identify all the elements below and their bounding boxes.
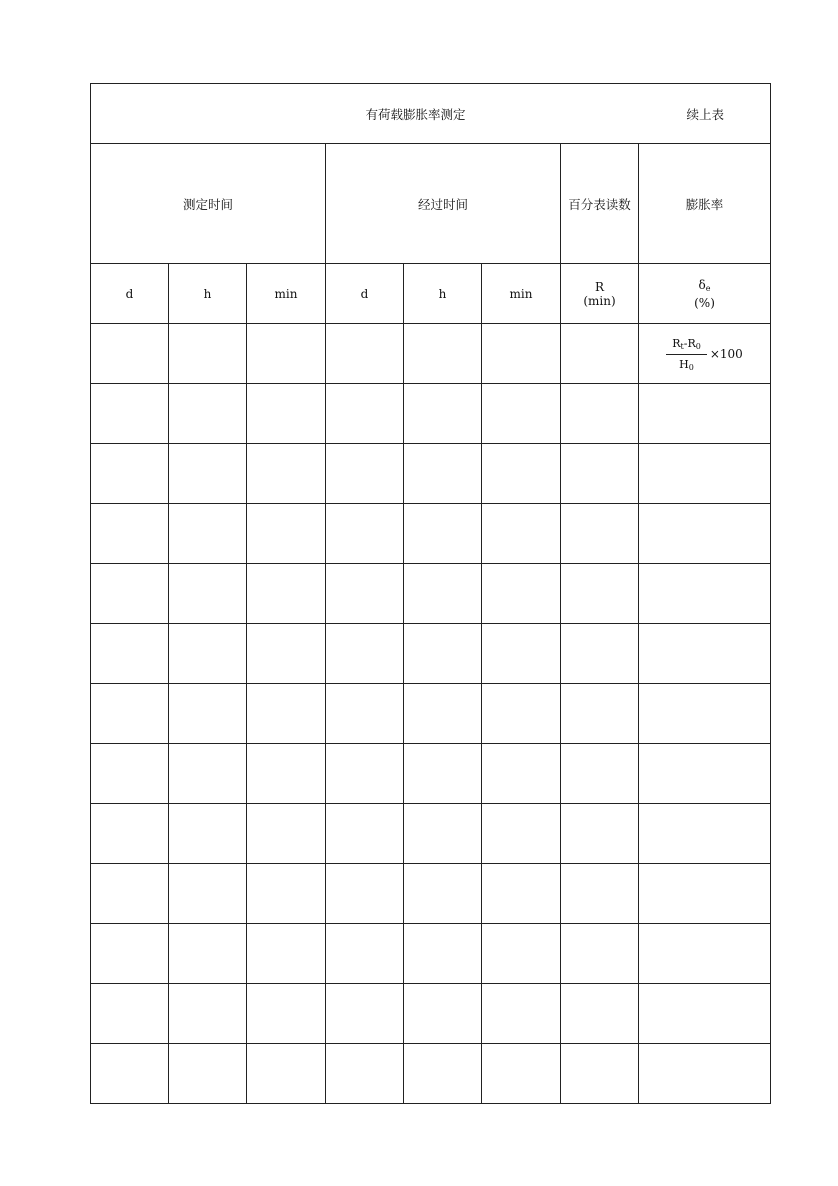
table-cell[interactable] (404, 504, 482, 564)
table-cell[interactable] (482, 924, 561, 984)
table-cell[interactable] (91, 384, 169, 444)
swell-symbol: δ (698, 277, 706, 292)
table-cell[interactable] (247, 984, 326, 1044)
swell-subscript: e (705, 283, 711, 293)
unit-swell (639, 264, 771, 324)
table-cell[interactable] (404, 384, 482, 444)
table-cell[interactable] (482, 864, 561, 924)
swell-rate-table (90, 83, 771, 1104)
table-cell[interactable] (639, 1044, 771, 1104)
table-cell[interactable] (561, 564, 639, 624)
table-cell[interactable] (91, 684, 169, 744)
measure-time-header: 测定时间 (91, 144, 326, 264)
swell-rate-form (90, 83, 770, 1104)
unit-hour-elapsed: h (404, 264, 482, 324)
table-cell[interactable] (482, 324, 561, 384)
table-cell[interactable] (639, 624, 771, 684)
table-cell[interactable] (91, 744, 169, 804)
table-cell[interactable] (169, 684, 247, 744)
table-cell[interactable] (91, 804, 169, 864)
continued-label: 续上表 (686, 106, 724, 122)
table-cell[interactable] (482, 744, 561, 804)
swell-formula-cell (639, 324, 771, 384)
table-row (91, 864, 771, 924)
table-cell[interactable] (169, 444, 247, 504)
formula-row (91, 324, 771, 384)
table-cell[interactable] (247, 864, 326, 924)
table-cell[interactable] (247, 324, 326, 384)
table-cell[interactable] (482, 564, 561, 624)
table-cell[interactable] (561, 684, 639, 744)
table-cell[interactable] (482, 1044, 561, 1104)
table-cell[interactable] (639, 864, 771, 924)
table-cell[interactable] (639, 384, 771, 444)
table-cell[interactable] (404, 684, 482, 744)
swell-unit: (%) (694, 295, 715, 310)
table-cell[interactable] (326, 984, 404, 1044)
table-title-cell (91, 84, 771, 144)
table-cell[interactable] (247, 504, 326, 564)
table-cell[interactable] (247, 444, 326, 504)
table-cell[interactable] (326, 804, 404, 864)
table-row (91, 444, 771, 504)
table-cell[interactable] (404, 744, 482, 804)
table-cell[interactable] (91, 624, 169, 684)
table-cell[interactable] (561, 924, 639, 984)
table-row (91, 624, 771, 684)
table-cell[interactable] (91, 924, 169, 984)
table-cell[interactable] (404, 1044, 482, 1104)
table-cell[interactable] (404, 624, 482, 684)
data-rows (91, 384, 771, 1104)
table-cell[interactable] (639, 744, 771, 804)
formula-denominator: $H_0$ (679, 358, 694, 372)
table-cell[interactable] (247, 624, 326, 684)
table-cell[interactable] (91, 444, 169, 504)
table-cell[interactable] (169, 864, 247, 924)
table-cell[interactable] (639, 684, 771, 744)
table-cell[interactable] (639, 564, 771, 624)
table-cell[interactable] (404, 444, 482, 504)
table-title: 有荷载膨胀率测定 (365, 106, 466, 122)
table-cell[interactable] (91, 1044, 169, 1104)
table-cell[interactable] (169, 924, 247, 984)
unit-day-elapsed: d (326, 264, 404, 324)
unit-min-elapsed: min (482, 264, 561, 324)
table-cell[interactable] (561, 744, 639, 804)
elapsed-time-header: 经过时间 (326, 144, 561, 264)
table-cell[interactable] (404, 924, 482, 984)
table-row (91, 684, 771, 744)
table-cell[interactable] (326, 684, 404, 744)
table-row (91, 384, 771, 444)
table-cell[interactable] (91, 504, 169, 564)
table-cell[interactable] (482, 984, 561, 1044)
unit-reading (561, 264, 639, 324)
table-cell[interactable] (561, 1044, 639, 1104)
table-row (91, 804, 771, 864)
table-cell[interactable] (482, 444, 561, 504)
table-cell[interactable] (247, 804, 326, 864)
table-cell[interactable] (482, 684, 561, 744)
table-row (91, 744, 771, 804)
unit-hour-measure: h (169, 264, 247, 324)
table-cell[interactable] (326, 744, 404, 804)
table-cell[interactable] (169, 564, 247, 624)
swell-formula (666, 335, 743, 372)
table-cell[interactable] (404, 984, 482, 1044)
table-cell[interactable] (326, 924, 404, 984)
table-cell[interactable] (561, 504, 639, 564)
table-cell[interactable] (169, 624, 247, 684)
table-cell[interactable] (482, 384, 561, 444)
table-cell[interactable] (91, 864, 169, 924)
table-cell[interactable] (326, 864, 404, 924)
table-cell[interactable] (561, 864, 639, 924)
table-cell[interactable] (169, 384, 247, 444)
table-cell[interactable] (169, 324, 247, 384)
table-cell[interactable] (482, 504, 561, 564)
reading-symbol: R (594, 279, 605, 294)
table-row (91, 1044, 771, 1104)
table-cell[interactable] (326, 444, 404, 504)
table-row (91, 504, 771, 564)
table-cell[interactable] (482, 624, 561, 684)
table-cell[interactable] (326, 1044, 404, 1104)
table-cell[interactable] (561, 444, 639, 504)
formula-numerator: $R_t-R_0$ (666, 335, 707, 355)
table-cell[interactable] (561, 984, 639, 1044)
table-cell[interactable] (91, 564, 169, 624)
table-cell[interactable] (404, 804, 482, 864)
table-cell[interactable] (91, 984, 169, 1044)
table-row (91, 984, 771, 1044)
table-cell[interactable] (561, 324, 639, 384)
table-cell[interactable] (169, 984, 247, 1044)
table-cell[interactable] (639, 804, 771, 864)
table-cell[interactable] (247, 924, 326, 984)
table-cell[interactable] (91, 324, 169, 384)
table-cell[interactable] (247, 1044, 326, 1104)
table-row (91, 564, 771, 624)
formula-multiplier: ×100 (709, 346, 743, 361)
table-cell[interactable] (326, 624, 404, 684)
table-cell[interactable] (169, 804, 247, 864)
unit-min-measure: min (247, 264, 326, 324)
reading-unit: (min) (583, 293, 616, 308)
table-cell[interactable] (326, 504, 404, 564)
table-cell[interactable] (326, 564, 404, 624)
dial-reading-header: 百分表读数 (561, 144, 639, 264)
table-cell[interactable] (639, 444, 771, 504)
table-cell[interactable] (639, 984, 771, 1044)
table-cell[interactable] (169, 744, 247, 804)
table-cell[interactable] (247, 684, 326, 744)
table-row (91, 924, 771, 984)
table-cell[interactable] (326, 384, 404, 444)
table-cell[interactable] (482, 804, 561, 864)
table-cell[interactable] (561, 624, 639, 684)
table-cell[interactable] (639, 924, 771, 984)
table-cell[interactable] (247, 384, 326, 444)
table-cell[interactable] (404, 324, 482, 384)
table-cell[interactable] (561, 804, 639, 864)
table-cell[interactable] (247, 744, 326, 804)
table-cell[interactable] (169, 1044, 247, 1104)
table-cell[interactable] (404, 864, 482, 924)
table-cell[interactable] (169, 504, 247, 564)
table-cell[interactable] (404, 564, 482, 624)
table-cell[interactable] (247, 564, 326, 624)
table-cell[interactable] (561, 384, 639, 444)
table-cell[interactable] (326, 324, 404, 384)
unit-day-measure: d (91, 264, 169, 324)
swell-rate-header: 膨胀率 (639, 144, 771, 264)
table-cell[interactable] (639, 504, 771, 564)
